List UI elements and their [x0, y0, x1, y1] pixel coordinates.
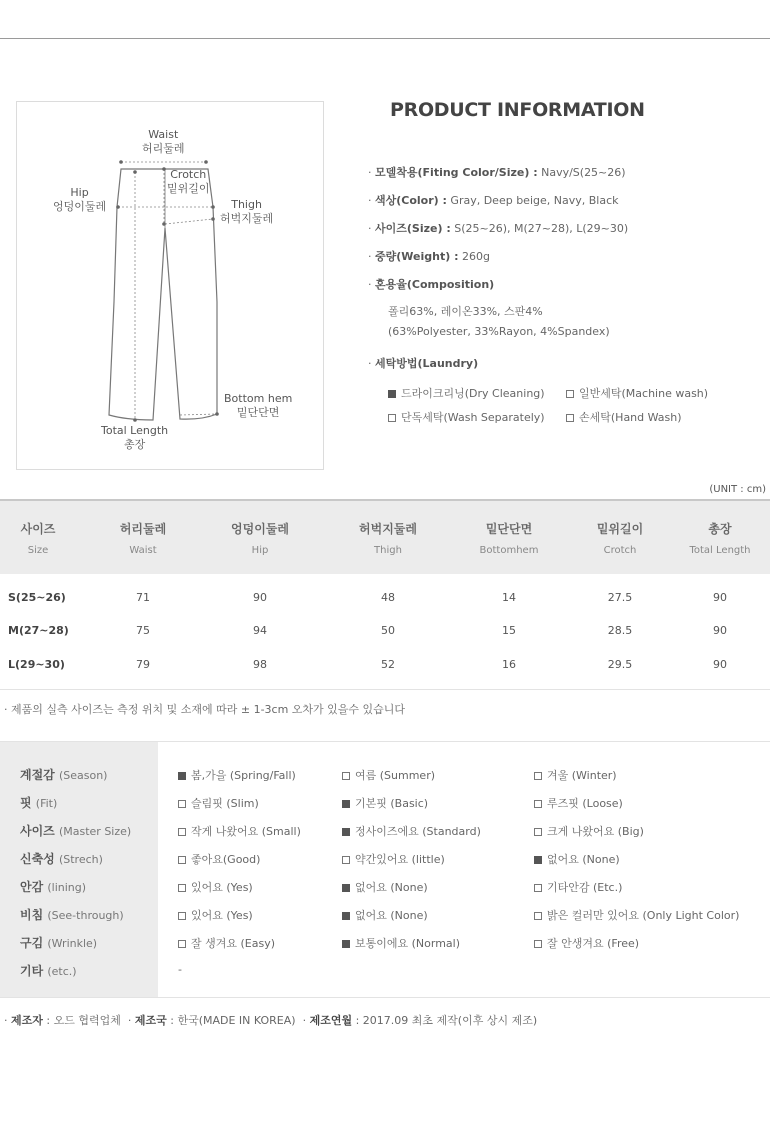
attribute-label: 계절감 (Season): [20, 768, 108, 782]
attribute-option: 없어요 (None): [534, 851, 620, 867]
cell-thigh: 52: [381, 658, 395, 671]
attribute-option: 없어요 (None): [342, 879, 428, 895]
header-hip: 엉덩이둘레 Hip: [231, 522, 289, 556]
attribute-option: 기본핏 (Basic): [342, 795, 428, 811]
attribute-option: 겨울 (Winter): [534, 767, 617, 783]
attribute-label: 신축성 (Strech): [20, 852, 103, 866]
attribute-label: 구김 (Wrinkle): [20, 936, 98, 950]
unit-label: (UNIT : cm): [709, 484, 766, 495]
checkbox-empty-icon: [534, 912, 542, 920]
cell-hip: 94: [253, 624, 267, 637]
checkbox-empty-icon: [178, 884, 186, 892]
info-weight: · 중량(Weight) : 260g: [368, 250, 490, 263]
checkbox-empty-icon: [178, 856, 186, 864]
checkbox-checked-icon: [342, 912, 350, 920]
header-waist: 허리둘레 Waist: [119, 522, 167, 556]
composition-en: (63%Polyester, 33%Rayon, 4%Spandex): [388, 325, 610, 338]
checkbox-empty-icon: [566, 390, 574, 398]
cell-total-length: 90: [713, 658, 727, 671]
laundry-hand-wash: 손세탁(Hand Wash): [566, 409, 682, 425]
cell-total-length: 90: [713, 591, 727, 604]
attribute-option: 없어요 (None): [342, 907, 428, 923]
attribute-option: 잘 안생겨요 (Free): [534, 935, 639, 951]
attribute-label: 사이즈 (Master Size): [20, 824, 132, 838]
attribute-option: 크게 나왔어요 (Big): [534, 823, 644, 839]
attribute-etc-value: -: [178, 963, 182, 976]
checkbox-checked-icon: [342, 828, 350, 836]
attribute-option: 밝은 컬러만 있어요 (Only Light Color): [534, 907, 739, 923]
section-divider: [0, 997, 770, 998]
bottom-hem-label: Bottom hem 밑단단면: [224, 392, 293, 419]
laundry-wash-separately: 단독세탁(Wash Separately): [388, 409, 545, 425]
header-crotch: 밑위길이 Crotch: [596, 522, 644, 556]
cell-size: L(29~30): [8, 658, 65, 671]
cell-bottomhem: 15: [502, 624, 516, 637]
checkbox-empty-icon: [534, 940, 542, 948]
cell-hip: 98: [253, 658, 267, 671]
cell-size: M(27~28): [8, 624, 69, 637]
attribute-option: 기타안감 (Etc.): [534, 879, 622, 895]
attribute-option: 좋아요(Good): [178, 851, 260, 867]
attribute-option: 여름 (Summer): [342, 767, 435, 783]
checkbox-checked-icon: [342, 884, 350, 892]
checkbox-checked-icon: [534, 856, 542, 864]
product-info-title: PRODUCT INFORMATION: [390, 99, 645, 121]
attribute-option: 잘 생겨요 (Easy): [178, 935, 275, 951]
cell-waist: 71: [136, 591, 150, 604]
cell-thigh: 50: [381, 624, 395, 637]
checkbox-checked-icon: [342, 800, 350, 808]
crotch-label: Crotch 밑위길이: [167, 168, 210, 195]
attribute-option: 있어요 (Yes): [178, 879, 253, 895]
checkbox-empty-icon: [178, 940, 186, 948]
waist-label: Waist 허리둘레: [142, 128, 185, 155]
manufacturer-info: · 제조자 : 오드 협력업체 · 제조국 : 한국(MADE IN KOREA) · 제조연월 : 2017.09 최초 제작(이후 상시 제조): [4, 1014, 538, 1027]
checkbox-empty-icon: [534, 772, 542, 780]
checkbox-empty-icon: [342, 856, 350, 864]
header-total-length: 총장 Total Length: [689, 522, 751, 556]
checkbox-empty-icon: [566, 414, 574, 422]
composition-ko: 폴리63%, 레이온33%, 스판4%: [388, 305, 543, 318]
attribute-option: 보통이에요 (Normal): [342, 935, 460, 951]
cell-total-length: 90: [713, 624, 727, 637]
attribute-label: 안감 (lining): [20, 880, 87, 894]
checkbox-empty-icon: [388, 414, 396, 422]
attribute-label: 비침 (See-through): [20, 908, 124, 922]
checkbox-checked-icon: [342, 940, 350, 948]
size-note: · 제품의 실측 사이즈는 측정 위치 및 소재에 따라 ± 1-3cm 오차가 있을수 있습니다: [4, 703, 406, 716]
laundry-machine-wash: 일반세탁(Machine wash): [566, 385, 708, 401]
attribute-label: 기타 (etc.): [20, 964, 77, 978]
cell-waist: 75: [136, 624, 150, 637]
info-size: · 사이즈(Size) : S(25~26), M(27~28), L(29~30): [368, 222, 629, 235]
cell-hip: 90: [253, 591, 267, 604]
attribute-option: 정사이즈에요 (Standard): [342, 823, 481, 839]
attribute-option: 약간있어요 (little): [342, 851, 445, 867]
cell-thigh: 48: [381, 591, 395, 604]
info-laundry: · 세탁방법(Laundry): [368, 357, 479, 370]
cell-size: S(25~26): [8, 591, 66, 604]
checkbox-empty-icon: [534, 800, 542, 808]
cell-crotch: 29.5: [607, 658, 633, 671]
header-bottomhem: 밑단단면 Bottomhem: [479, 522, 539, 556]
info-composition: · 혼용율(Composition): [368, 278, 495, 291]
checkbox-empty-icon: [342, 772, 350, 780]
info-color: · 색상(Color) : Gray, Deep beige, Navy, Black: [368, 194, 619, 207]
thigh-label: Thigh 허벅지둘레: [220, 198, 274, 225]
checkbox-empty-icon: [534, 828, 542, 836]
attribute-option: 봄,가을 (Spring/Fall): [178, 767, 296, 783]
header-size: 사이즈 Size: [20, 522, 56, 556]
table-divider: [0, 689, 770, 690]
cell-waist: 79: [136, 658, 150, 671]
checkbox-empty-icon: [178, 800, 186, 808]
cell-bottomhem: 14: [502, 591, 516, 604]
attribute-option: 작게 나왔어요 (Small): [178, 823, 301, 839]
attribute-option: 루즈핏 (Loose): [534, 795, 623, 811]
cell-crotch: 27.5: [607, 591, 633, 604]
info-fitting: · 모델착용(Fiting Color/Size) : Navy/S(25~26): [368, 166, 626, 179]
attribute-label: 핏 (Fit): [20, 796, 58, 810]
checkbox-empty-icon: [534, 884, 542, 892]
laundry-dry-cleaning: 드라이크리닝(Dry Cleaning): [388, 385, 545, 401]
checkbox-empty-icon: [178, 828, 186, 836]
cell-bottomhem: 16: [502, 658, 516, 671]
total-length-label: Total Length 총장: [101, 424, 169, 451]
hip-label: Hip 엉덩이둘레: [53, 186, 107, 213]
cell-crotch: 28.5: [607, 624, 633, 637]
checkbox-empty-icon: [178, 912, 186, 920]
top-divider: [0, 38, 770, 39]
checkbox-checked-icon: [388, 390, 396, 398]
checkbox-checked-icon: [178, 772, 186, 780]
attribute-option: 있어요 (Yes): [178, 907, 253, 923]
pants-measurement-diagram: [16, 101, 324, 470]
attribute-option: 슬림핏 (Slim): [178, 795, 259, 811]
header-thigh: 허벅지둘레 Thigh: [359, 522, 417, 556]
